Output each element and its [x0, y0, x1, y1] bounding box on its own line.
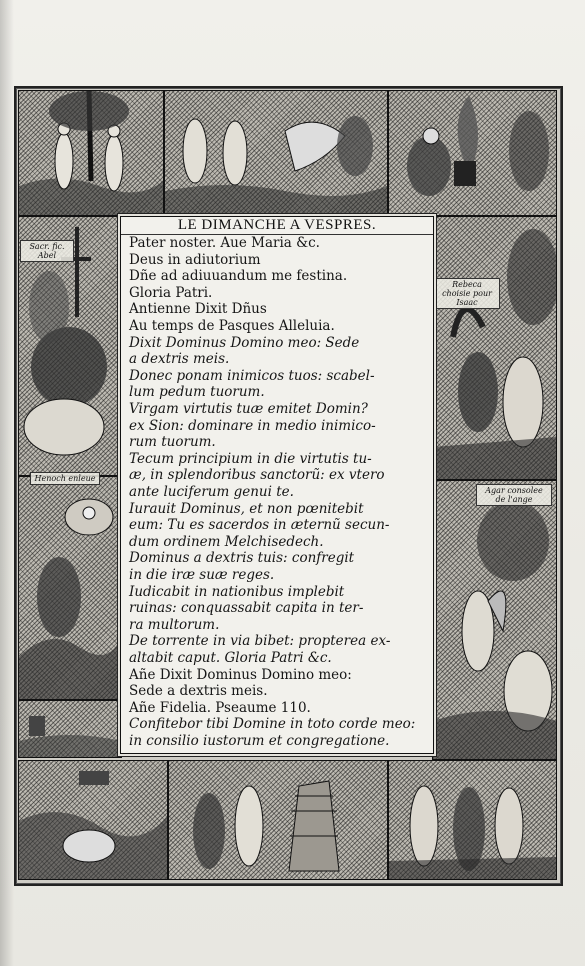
text-line: Au temps de Pasques Alleluia.: [129, 318, 335, 334]
text-line: Tecum principium in die virtutis tu-: [129, 450, 372, 467]
text-line: lum pedum tuorum.: [129, 384, 265, 401]
expulsion-scene: [164, 90, 388, 216]
text-line: Virgam virtutis tuæ emitet Domin?: [129, 401, 368, 417]
text-line: Confitebor tibi Domine in toto corde meo:: [129, 716, 416, 733]
text-line: a dextris meis.: [129, 351, 230, 368]
text-line: Añe Dixit Dominus Domino meo:: [129, 666, 352, 683]
spine-shadow: [0, 0, 14, 966]
text-line: dum ordinem Melchisedech.: [129, 533, 324, 550]
text-line: altabit caput. Gloria Patri &c.: [129, 650, 332, 666]
noah-engraving: [19, 761, 167, 879]
abel-caption: Sacr. fic. Abel: [20, 240, 74, 262]
text-line: Donec ponam inimicos tuos: scabel-: [129, 367, 375, 384]
text-line: eum: Tu es sacerdos in æternũ secun-: [129, 517, 390, 534]
women-scene: [388, 760, 557, 880]
rebecca-scene: [432, 216, 557, 480]
text-line: De torrente in via bibet: propterea ex-: [129, 633, 391, 650]
text-line: Gloria Patri.: [129, 284, 213, 301]
text-line: rum tuorum.: [129, 434, 216, 451]
text-line: Dominus a dextris tuis: confregit: [129, 550, 355, 567]
text-line: ante luciferum genui te.: [129, 484, 294, 500]
landscape-engraving: [19, 701, 121, 757]
text-line: ruinas: conquassabit capita in ter-: [129, 600, 364, 617]
sacrifice-scene: [388, 90, 557, 216]
text-line: Dixit Dominus Domino meo: Sede: [129, 334, 360, 351]
text-line: in consilio iustorum et congregatione.: [129, 733, 390, 749]
hagar-engraving: [433, 481, 556, 759]
adam-eve-engraving: [19, 91, 163, 215]
babel-tower-scene: [168, 760, 388, 880]
text-line: Dñe ad adiuuandum me festina.: [129, 268, 348, 285]
henoch-scene: [18, 476, 122, 700]
text-line: ra multorum.: [129, 616, 220, 633]
text-line: Añe Fidelia. Pseaume 110.: [129, 699, 311, 716]
henoch-caption: Henoch enleue: [30, 472, 100, 485]
expulsion-engraving: [165, 91, 387, 215]
noah-scene: [18, 760, 168, 880]
landscape-scene: [18, 700, 122, 758]
adam-eve-scene: [18, 90, 164, 216]
hagar-caption: Agar consolee de l'ange: [476, 484, 552, 506]
text-line: Iudicabit in nationibus implebit: [129, 583, 345, 600]
henoch-engraving: [19, 477, 121, 699]
sacrifice-engraving: [389, 91, 556, 215]
page-heading: LE DIMANCHE A VESPRES.: [121, 217, 433, 235]
text-line: Deus in adiutorium: [129, 251, 261, 268]
text-line: æ, in splendoribus sanctorũ: ex vtero: [129, 467, 385, 484]
text-line: Sede a dextris meis.: [129, 683, 268, 700]
rebecca-caption: Rebeca choisie pour Isaac: [434, 278, 500, 309]
text-line: ex Sion: dominare in medio inimico-: [129, 417, 376, 434]
women-engraving: [389, 761, 556, 879]
text-line: Antienne Dixit Dñus: [129, 301, 267, 318]
vespers-text-box: [120, 216, 434, 754]
babel-tower-engraving: [169, 761, 387, 879]
text-line: Pater noster. Aue Maria &c.: [129, 235, 320, 251]
text-line: in die iræ suæ reges.: [129, 567, 275, 583]
rebecca-engraving: [433, 217, 556, 479]
text-line: Iurauit Dominus, et non pœnitebit: [129, 500, 364, 517]
hagar-scene: [432, 480, 557, 760]
